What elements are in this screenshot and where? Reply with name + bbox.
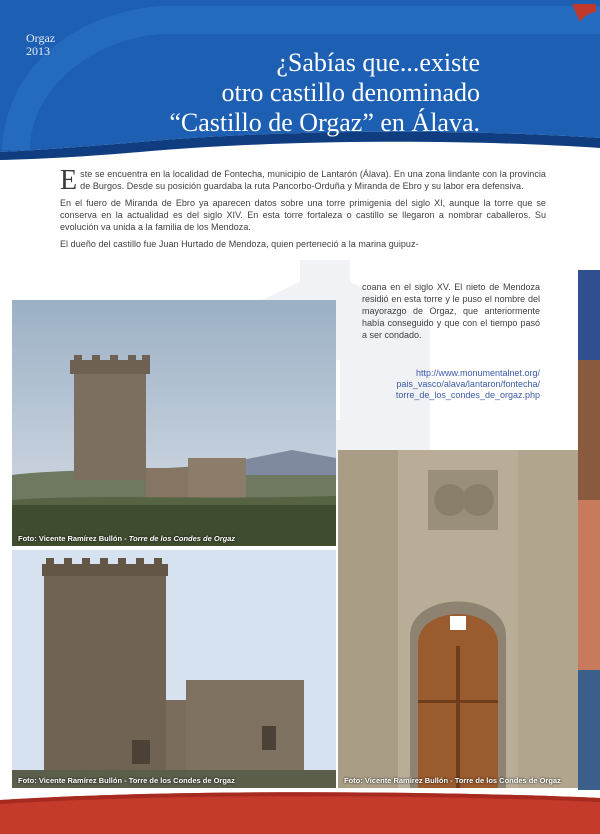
- paragraph-3: El dueño del castillo fue Juan Hurtado de Mendoza, quien perteneció a la marina guipuz-: [60, 239, 419, 249]
- page-title: [120, 48, 480, 138]
- issue-year: 2013: [26, 44, 50, 58]
- source-link[interactable]: http://www.monumentalnet.org/ pais_vasco/alava/lantaron/fontecha/ torre_de_los_condes_de_orgaz.php: [395, 368, 540, 400]
- page-footer: [0, 790, 600, 834]
- castle-photo-2: [12, 550, 336, 788]
- paragraph-3-continued: coana en el siglo XV. El nieto de Mendoza residió en esta torre y le puso el nombre del mayorazgo de Orgaz, que anteriormente había conseguido y que con el tiempo pasó a ser condado.: [362, 282, 540, 340]
- issue-meta: [26, 32, 55, 58]
- castle-photo-1: [12, 300, 336, 546]
- title-line: “Castillo de Orgaz” en Álava.: [169, 108, 480, 137]
- photo-caption-1: Foto: Vicente Ramírez Bullón - Torre de los Condes de Orgaz: [18, 534, 236, 543]
- castle-door-photo: [338, 450, 578, 788]
- right-edge-photo-strip: [578, 270, 600, 790]
- issue-location: Orgaz: [26, 31, 56, 45]
- page-header: [0, 0, 600, 160]
- title-line: otro castillo denominado: [221, 78, 480, 107]
- drop-cap: E: [60, 165, 78, 196]
- paragraph-1: Este se encuentra en la localidad de Fontecha, municipio de Lantarón (Álava). En una zona lindante con la provincia de Burgos. Desde su posición guardaba la ruta Pancorbo-Orduña y Miranda de Ebro y su labor era defensiva.: [60, 165, 546, 196]
- article-body: [60, 165, 546, 255]
- paragraph-2: En el fuero de Miranda de Ebro ya aparecen datos sobre una torre primigenia del siglo XI, aunque la torre que se conserva en la actualidad es del siglo XIV. En esta torre fortaleza o castillo se llegaron a nombrar caballeros. Su evolución va unida a la familia de los Mendoza.: [60, 198, 546, 232]
- title-line: ¿Sabías que...existe: [276, 48, 480, 77]
- photo-caption-2: Foto: Vicente Ramírez Bullón - Torre de los Condes de Orgaz: [18, 776, 235, 785]
- photo-caption-3: Foto: Vicente Ramírez Bullón - Torre de los Condes de Orgaz: [344, 776, 561, 785]
